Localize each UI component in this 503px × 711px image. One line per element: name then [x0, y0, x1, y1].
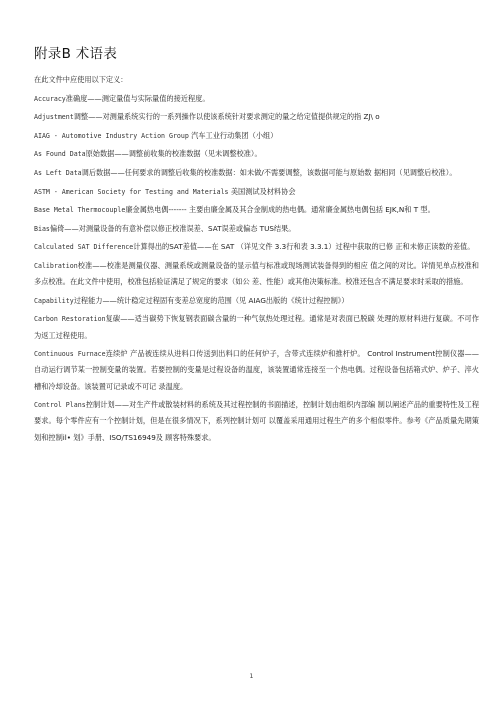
entry-definition: 调整——对测量系统实行的一系列操作以使该系统针对要求测定的量之给定值提供规定的指 ZJ\ o	[73, 112, 380, 122]
entry-term: Calculated SAT Difference	[34, 243, 134, 252]
glossary-entry	[34, 221, 479, 237]
entry-definition: 连续炉 产品被连续从进料口传送到出料口的任何炉子，含带式连续炉和推杆炉。 Control Instrument控制仪器——自动运行调节某一控制变量的装置。若要控制的变量是过程设备的温度，该装置通常连接至一个热电偶。过程设备包括箱式炉、炉子、淬火槽和冷却设备。该装置可记录或不可记 录温度。	[34, 349, 479, 391]
entry-term: Adjustment	[34, 113, 74, 122]
glossary-entry	[34, 293, 479, 309]
entry-definition: 计算得出的SAT差值——在 SAT （详见文件 3.3行和表 3.3.1）过程中获取的已修 正和未修正读数的差值。	[133, 242, 475, 252]
entry-definition: 廉金属热电偶------- 主要由廉金属及其合金制成的热电偶。通常廉金属热电偶包括 EJK,N和 T 型。	[125, 205, 435, 215]
entry-term: Bias	[34, 224, 50, 233]
entry-term: Carbon Restoration	[34, 315, 106, 324]
entry-term: Base Metal Thermocouple	[34, 206, 126, 215]
entry-definition: 控制计划——对生产件或散装材料的系统及其过程控制的书面描述，控制计划由组织内部编 制以阐述产品的重要特性及工程要求。每个零件应有一个控制计划，但是在很多情况下，系列控制计划可 以覆盖采用通用过程生产的多个相似零件。参考《产品质量先期策划和控制il• 划》手册、ISO/TS16949及 顾客特殊要求。	[34, 400, 480, 442]
glossary-entry	[34, 184, 479, 200]
page-number: 1	[249, 672, 254, 680]
glossary-entry	[34, 128, 479, 144]
entry-definition: 原始数据——调整前收集的校准数据（见未调整校准）。	[85, 149, 262, 159]
glossary-entry	[34, 165, 479, 181]
entry-term: ASTM - American Society for Testing and Materials	[34, 187, 229, 196]
intro-text: 在此文件中应使用以下定义：	[34, 75, 128, 84]
entry-term: Control Plans	[34, 401, 86, 410]
glossary-body	[34, 72, 479, 448]
entry-definition: 美国测试及材料协会	[230, 186, 296, 196]
page-title: 附录B 术语表	[34, 46, 118, 62]
entry-term: Accuracy	[34, 94, 66, 103]
entry-definition: 偏倚——对测量设备的有意补偿以修正校准误差、SAT误差或偏态 TUS结果。	[49, 223, 296, 233]
glossary-entry	[34, 91, 479, 107]
glossary-entry	[34, 397, 479, 446]
glossary-entry	[34, 346, 479, 395]
entry-term: Capability	[34, 296, 74, 305]
glossary-entry	[34, 239, 479, 255]
glossary-entry	[34, 202, 479, 218]
entry-definition: 调后数据——任何要求的调整后收集的校准数据：如未做/不需要调整，该数据可能与原始数 据相同（见调整后校准）。	[81, 167, 457, 177]
glossary-entry	[34, 109, 479, 125]
entry-definition: 校准——校准是测量仪器、测量系统或测量设备的显示值与标准或现场测试装备得到的相应 值之间的对比。详情见单点校准和多点校准。在此文件中使用，校准包括验证满足了规定的要求（如公 差、性能）或其他决策标准。校准还包含不满足要求时采取的措施。	[34, 260, 479, 287]
entry-term: AIAG - Automotive Industry Action Group	[34, 131, 189, 140]
glossary-entry	[34, 311, 479, 343]
entry-term: Continuous Furnace	[34, 350, 106, 359]
entry-definition: 准确度——测定量值与实际量值的接近程度。	[65, 93, 210, 103]
glossary-entry	[34, 146, 479, 162]
glossary-entry	[34, 258, 479, 290]
entry-term: As Found Data	[34, 150, 86, 159]
entry-term: Calibration	[34, 261, 78, 270]
entry-definition: 汽车工业行动集团（小组）	[191, 130, 278, 140]
entry-definition: 复碳——适当碳势下恢复钢表面碳含量的一种气氛热处理过程。通常是对表面已脱碳 处理的原材料进行复碳。不可作为返工过程使用。	[34, 314, 479, 340]
entry-term: As Left Data	[34, 168, 82, 177]
entry-definition: 过程能力——统计稳定过程固有变差总宽度的范围（见 AIAG出版的《统计过程控制》）	[73, 295, 349, 305]
